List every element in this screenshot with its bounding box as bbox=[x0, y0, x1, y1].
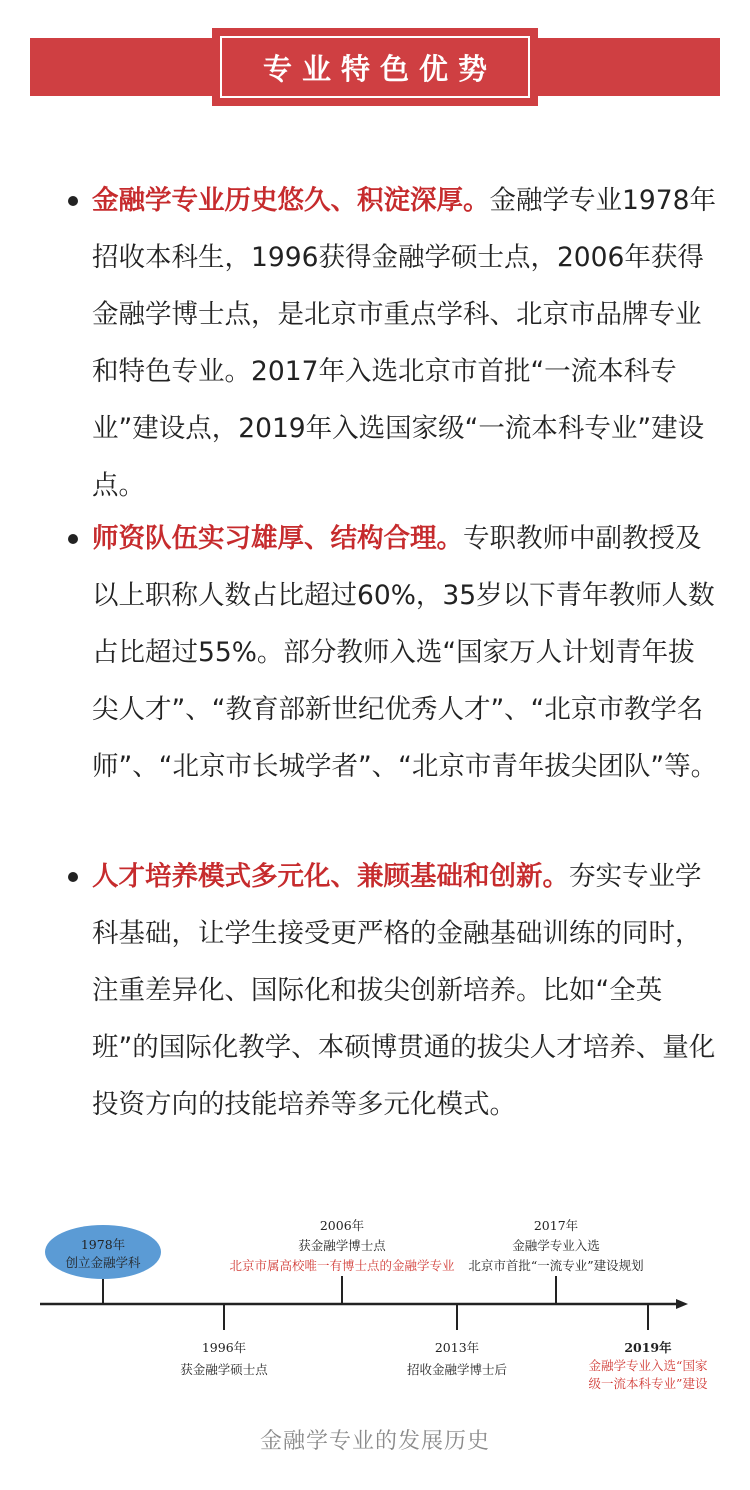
event-2017-desc2: 北京市首批“一流专业”建设规划 bbox=[468, 1258, 644, 1273]
event-2006-year: 2006年 bbox=[319, 1218, 365, 1233]
event-2006-desc: 获金融学博士点 bbox=[298, 1238, 386, 1253]
section-faculty bbox=[92, 510, 720, 795]
section-lead: 师资队伍实习雄厚、结构合理。 bbox=[92, 523, 463, 554]
page-title: 专业特色优势 bbox=[262, 51, 497, 86]
header-title-frame bbox=[220, 36, 530, 98]
bullet-icon bbox=[68, 196, 78, 206]
section-lead: 人才培养模式多元化、兼顾基础和创新。 bbox=[92, 861, 569, 892]
event-2019-note2: 级一流本科专业”建设 bbox=[588, 1376, 708, 1391]
timeline-arrow-icon bbox=[676, 1299, 688, 1309]
event-1978-year: 1978年 bbox=[80, 1237, 126, 1252]
event-1996-year: 1996年 bbox=[201, 1340, 247, 1355]
event-2013-year: 2013年 bbox=[434, 1340, 480, 1355]
section-body: 夯实专业学科基础，让学生接受更严格的金融基础训练的同时，注重差异化、国际化和拔尖创新培养。比如“全英班”的国际化教学、本硕博贯通的拔尖人才培养、量化投资方向的技能培养等多元化模式。 bbox=[92, 861, 716, 1120]
event-2017-year: 2017年 bbox=[533, 1218, 579, 1233]
development-timeline bbox=[0, 1200, 750, 1420]
bullet-icon bbox=[68, 534, 78, 544]
section-body: 金融学专业1978年招收本科生，1996获得金融学硕士点，2006年获得金融学博士点，是北京市重点学科、北京市品牌专业和特色专业。2017年入选北京市首批“一流本科专业”建设点，2019年入选国家级“一流本科专业”建设点。 bbox=[92, 185, 716, 501]
section-body: 专职教师中副教授及以上职称人数占比超过60%，35岁以下青年教师人数占比超过55%。部分教师入选“国家万人计划青年拔尖人才”、“教育部新世纪优秀人才”、“北京市教学名师”、“北京市长城学者”、“北京市青年拔尖团队”等。 bbox=[92, 523, 718, 782]
event-2017-desc: 金融学专业入选 bbox=[512, 1238, 600, 1253]
event-1978-desc: 创立金融学科 bbox=[65, 1255, 141, 1270]
header-title-box bbox=[212, 28, 538, 106]
event-2019-year: 2019年 bbox=[624, 1340, 672, 1355]
section-lead: 金融学专业历史悠久、积淀深厚。 bbox=[92, 185, 490, 216]
section-history bbox=[92, 172, 720, 514]
timeline-caption: 金融学专业的发展历史 bbox=[259, 1429, 490, 1454]
event-2006-note: 北京市属高校唯一有博士点的金融学专业 bbox=[229, 1258, 455, 1273]
bullet-icon bbox=[68, 872, 78, 882]
event-2013-desc: 招收金融学博士后 bbox=[406, 1362, 507, 1377]
event-2019-note1: 金融学专业入选“国家 bbox=[588, 1358, 708, 1373]
event-1996-desc: 获金融学硕士点 bbox=[180, 1362, 268, 1377]
section-training bbox=[92, 848, 720, 1133]
